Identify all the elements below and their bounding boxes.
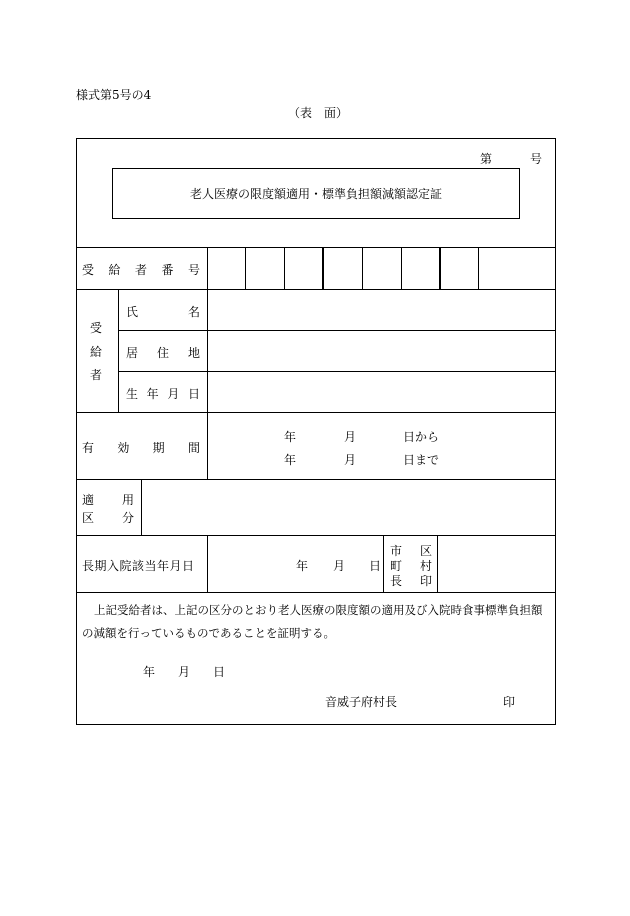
digit-divider (478, 247, 479, 289)
divider (207, 247, 208, 289)
long-stay-month: 月 (333, 559, 346, 573)
digit-divider (439, 247, 441, 289)
digit-divider (322, 247, 324, 289)
divider (207, 412, 208, 479)
validity-label: 有 効 期 間 (82, 441, 200, 455)
form-number: 様式第5号の4 (76, 88, 152, 102)
divider (141, 479, 142, 535)
divider (76, 479, 556, 480)
divider (118, 289, 119, 412)
mayor-label-2: 町 村 (390, 559, 432, 573)
validity-to-day: 日まで (403, 453, 440, 467)
divider (207, 289, 208, 412)
birthdate-label: 生 年 月 日 (126, 387, 200, 401)
name-label: 氏 名 (126, 305, 200, 319)
divider (118, 330, 556, 331)
divider (76, 247, 556, 248)
validity-to-year: 年 (284, 453, 297, 467)
certificate-title: 老人医療の限度額適用・標準負担額減額認定証 (189, 187, 442, 201)
issue-day: 日 (213, 665, 226, 679)
side-label: （表 面） (288, 106, 349, 120)
certification-line-1: 上記受給者は、上記の区分のとおり老人医療の限度額の適用及び入院時食事標準負担額 (94, 603, 543, 617)
validity-to-month: 月 (344, 453, 357, 467)
recipient-number-label: 受 給 者 番 号 (82, 263, 200, 277)
certification-line-2: の減額を行っているものであることを証明する。 (82, 626, 335, 640)
category-label-1: 適 用 (82, 493, 134, 507)
digit-divider (284, 247, 285, 289)
divider (118, 371, 556, 372)
divider (437, 535, 438, 592)
validity-from-day: 日から (403, 430, 440, 444)
category-label-2: 区 分 (82, 511, 134, 525)
address-label: 居 住 地 (126, 346, 200, 360)
digit-divider (362, 247, 363, 289)
long-stay-year: 年 (296, 559, 309, 573)
cert-number-dai: 第 (480, 152, 493, 166)
digit-divider (401, 247, 402, 289)
divider (76, 592, 556, 593)
divider (76, 289, 556, 290)
divider (207, 535, 208, 592)
recipient-label: 受 給 者 (90, 321, 103, 382)
divider (383, 535, 384, 592)
validity-from-year: 年 (284, 430, 297, 444)
divider (76, 535, 556, 536)
issue-year: 年 (143, 665, 156, 679)
long-stay-label: 長期入院該当年月日 (82, 559, 195, 573)
divider (76, 412, 556, 413)
title-box (112, 168, 520, 219)
long-stay-day: 日 (369, 559, 382, 573)
mayor-label-1: 市 区 (390, 544, 432, 558)
issue-month: 月 (178, 665, 191, 679)
seal-mark: 印 (503, 695, 516, 709)
issuer-name: 音威子府村長 (325, 695, 398, 709)
cert-number-go: 号 (530, 152, 543, 166)
digit-divider (245, 247, 246, 289)
validity-from-month: 月 (344, 430, 357, 444)
mayor-label-3: 長 印 (390, 574, 432, 588)
